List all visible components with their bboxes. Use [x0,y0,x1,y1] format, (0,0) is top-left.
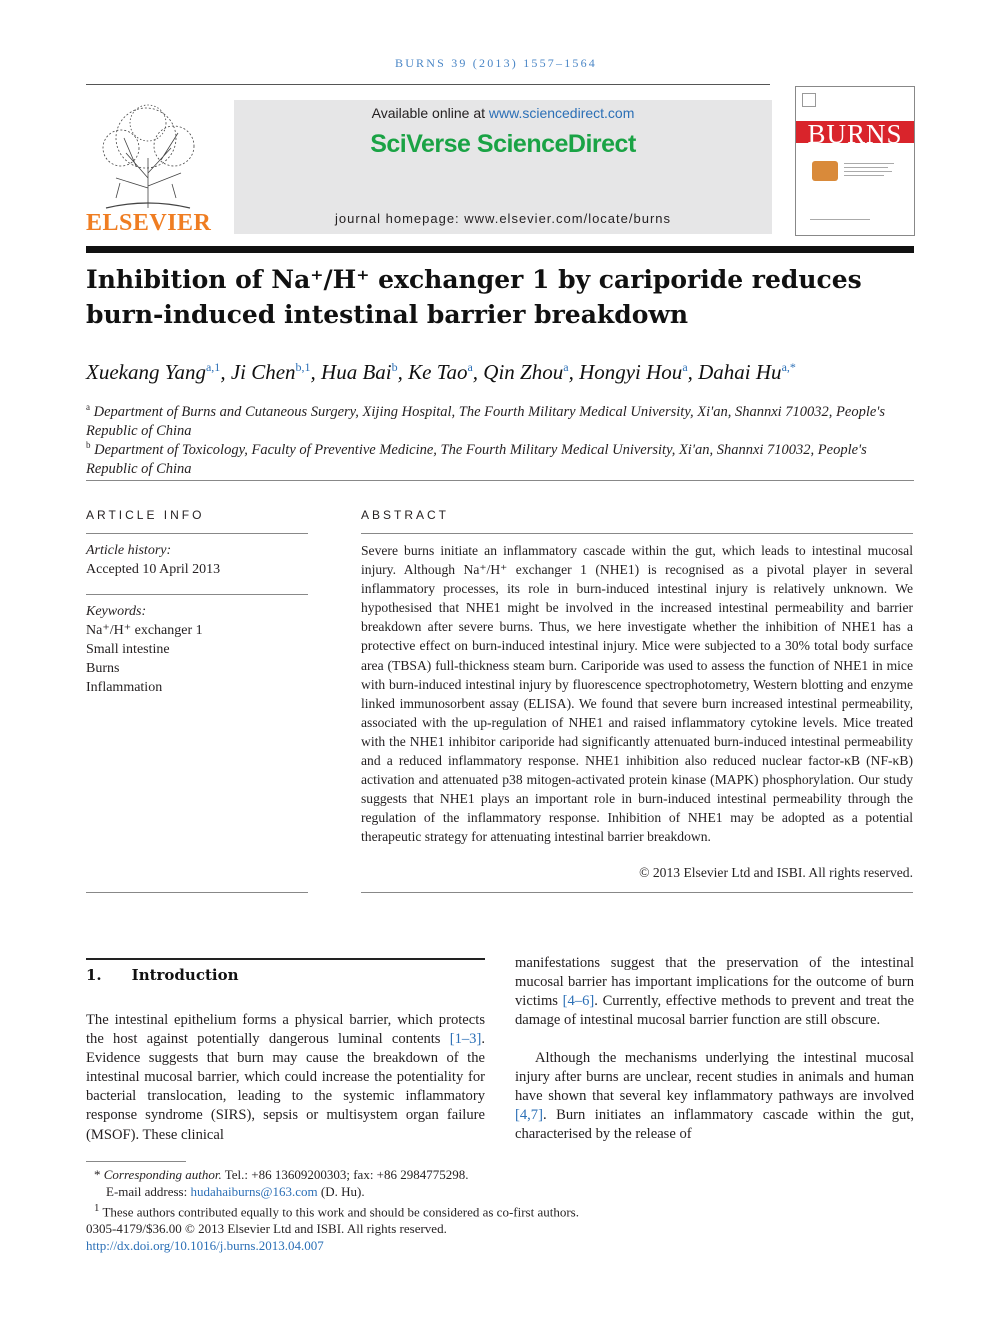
affiliation-text: Department of Burns and Cutaneous Surgery, Xijing Hospital, The Fourth Military Medical University, Xi'an, Shannxi 710032, People's Republic of China [86,403,886,439]
intro-paragraph-1 [86,1011,485,1145]
email-label: E-mail address: [106,1184,191,1199]
sciencedirect-link[interactable]: www.sciencedirect.com [488,105,635,121]
author-affil-mark[interactable]: a,* [781,360,796,374]
footnote-mark: 1 [94,1202,100,1214]
footnote-divider [86,1161,186,1162]
info-divider [86,892,308,893]
section-divider [86,958,485,960]
journal-citation: BURNS 39 (2013) 1557–1564 [394,56,597,70]
author[interactable]: Hua Bai [321,360,392,384]
keyword: Inflammation [86,680,163,695]
publisher-name: ELSEVIER [86,210,212,236]
cover-title: BURNS [807,119,903,149]
intro-paragraph-2 [515,954,914,1030]
keyword: Na⁺/H⁺ exchanger 1 [86,623,203,638]
sciverse-brand: SciVerse ScienceDirect [370,130,636,158]
author-affil-mark[interactable]: b,1 [295,360,311,374]
author[interactable]: Dahai Hu [698,360,782,384]
doi-link[interactable]: http://dx.doi.org/10.1016/j.burns.2013.04.007 [86,1238,324,1254]
info-divider [86,533,308,534]
footnotes [86,1166,914,1254]
corresponding-author-note [86,1166,914,1183]
keyword: Small intestine [86,642,170,657]
affiliation-divider [86,480,914,481]
author-list: Xuekang Yang$^{a,1}$, Ji Chen$^{b,1}$, Hua Bai$^b$, Ke Tao$^a$, Qin Zhou$^a$, Hongyi Hou$^a$, Dahai $Hu^{a,*}$ [86,360,796,384]
affiliation-text: Department of Toxicology, Faculty of Preventive Medicine, The Fourth Military Medical University, Xi'an, Shannxi 710032, People's Republic of China [86,441,867,477]
section-number: 1. [86,966,102,984]
contact-details: Tel.: +86 13609200303; fax: +86 2984775298. [221,1167,469,1182]
equal-contribution-text: These authors contributed equally to this work and should be considered as co-first authors. [102,1204,579,1220]
abstract-heading: ABSTRACT [361,508,450,522]
keywords-block [86,602,308,697]
abstract-copyright: © 2013 Elsevier Ltd and ISBI. All rights reserved. [639,865,913,880]
footnote-mark: * [94,1167,101,1182]
history-label: Article history: [86,543,172,558]
history-value: Accepted 10 April 2013 [86,562,221,577]
section-title: Introduction [131,966,239,984]
email-tail: (D. Hu). [317,1184,365,1199]
author-affil-mark[interactable]: a [563,360,569,374]
issn-line: 0305-4179/$36.00 © 2013 Elsevier Ltd and ISBI. All rights reserved. [86,1221,447,1237]
affiliation-a [86,398,914,441]
paragraph-text: Although the mechanisms underlying the intestinal mucosal injury after burns are unclear, recent studies in animals and human have shown that several key inflammatory pathways are involved [515,1050,914,1105]
title-divider [86,246,914,253]
author[interactable]: Xuekang Yang [86,360,206,384]
author[interactable]: Qin Zhou [483,360,564,384]
article-title: Inhibition of Na⁺/H⁺ exchanger 1 by cariporide reduces burn-induced intestinal barrier breakdown [86,265,862,329]
paragraph-text: . Evidence suggests that burn may cause the breakdown of the intestinal mucosal barrier, which could increase the potentiality for bacterial translocation, leading to the systemic inflammatory response syndrome (SIRS), sepsis or multisystem organ failure (MSOF). These clinical [86,1031,485,1143]
author-affil-mark[interactable]: a [682,360,688,374]
citation-link[interactable]: [4–6] [562,993,595,1010]
affiliation-mark: b [86,440,91,450]
affiliation-b [86,436,914,479]
paragraph-text: . Burn initiates an inflammatory cascade within the gut, characterised by the release of [515,1107,914,1143]
citation-link[interactable]: [1–3] [449,1031,482,1048]
paragraph-text: manifestations suggest that the preservation of the intestinal mucosal barrier has important implications for the outcome of burn victims [515,955,914,1010]
journal-homepage: journal homepage: www.elsevier.com/locate/burns [334,211,672,226]
paragraph-text: The intestinal epithelium forms a physical barrier, which protects the host against potentially dangerous luminal contents [86,1012,485,1048]
equal-contribution-note [86,1200,914,1220]
intro-paragraph-3 [515,1049,914,1144]
author[interactable]: Ji Chen [230,360,296,384]
header-divider [86,84,770,85]
keywords-label: Keywords: [86,604,147,619]
available-online [234,105,772,121]
citation-link[interactable]: [4,7] [515,1107,543,1124]
cover-image-icon [812,161,838,181]
author[interactable]: Ke Tao [408,360,468,384]
corresponding-label: Corresponding author. [103,1167,222,1182]
keyword: Burns [86,661,120,676]
info-divider [86,594,308,595]
email-note [86,1183,914,1200]
cover-logo-icon [802,93,816,107]
author-affil-mark[interactable]: a [467,360,473,374]
section-heading [86,966,239,984]
email-link[interactable]: hudahaiburns@163.com [190,1184,318,1199]
author[interactable]: Hongyi Hou [579,360,683,384]
author-affil-mark[interactable]: a,1 [205,360,221,374]
affiliation-mark: a [86,402,90,412]
abstract-divider [361,892,913,893]
paragraph-text: . Currently, effective methods to prevent and treat the damage of intestinal mucosal barrier function are still obscure. [515,993,914,1029]
available-prefix: Available online at [371,105,489,121]
author-affil-mark[interactable]: b [391,360,398,374]
article-history [86,541,308,579]
abstract-text: Severe burns initiate an inflammatory cascade within the gut, which leads to intestinal mucosal injury. Although Na⁺/H⁺ exchanger 1 (NHE1) is recognised as a pivotal player in several inflammatory processes, its role in burn-induced intestinal injury is relatively unknown. We hypothesised that NHE1 might be involved in the increased intestinal permeability and barrier breakdown after severe burns. Thus, we here investigate whether the inhibition of NHE1 has a protective effect on burn-induced intestinal injury. Mice were subjected to a 30% total body surface area (TBSA) full-thickness steam burn. Cariporide was used to assess the function of NHE1 in mice with burn-induced intestinal injury by fluorescence spectrophotometry, Western blotting and enzyme linked immunosorbent assay (ELISA). We found that severe burn increased intestinal permeability, associated with the up-regulation of NHE1 and raised inflammatory cytokine levels. Mice treated with the NHE1 inhibitor cariporide had significantly attenuated burn-induced intestinal permeability and a reduced inflammatory response. NHE1 inhibition also reduced nuclear factor-κB (NF-κB) activation and attenuated p38 mitogen-activated protein kinase (MAPK) phosphorylation. Our study suggests that NHE1 plays an important role in burn-induced intestinal permeability through the regulation of the inflammatory response. Inhibition of NHE1 may be adopted as a potential therapeutic strategy for attenuating intestinal barrier breakdown. [361,543,913,845]
abstract-divider [361,533,913,534]
article-info-heading: ARTICLE INFO [86,508,205,522]
journal-cover-thumbnail [795,86,915,236]
